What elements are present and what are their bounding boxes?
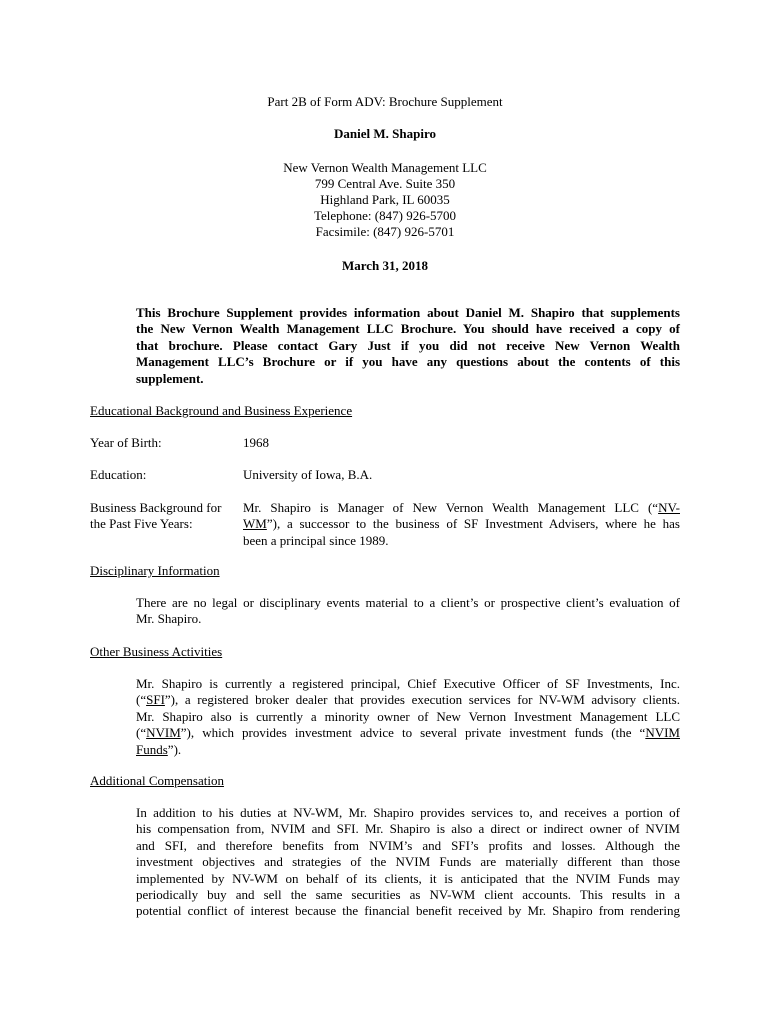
other-business-line [136,692,680,708]
business-label-line: Business Background for [90,500,222,515]
other-business-text: ”). [167,741,182,757]
compensation-line: In addition to his duties at NV-WM, Mr. Shapiro provides services to, and receives a portion of [136,805,680,820]
sfi-abbreviation: SFI [146,692,165,708]
business-label-line: the Past Five Years: [90,516,193,532]
telephone: Telephone: (847) 926-5700 [313,208,457,223]
document-date: March 31, 2018 [341,258,429,273]
form-title: Part 2B of Form ADV: Brochure Supplement [267,94,503,109]
address-line-2: Highland Park, IL 60035 [320,192,450,207]
disciplinary-paragraph [136,595,680,628]
business-line [243,516,680,532]
compensation-paragraph [136,805,680,920]
nvim-funds-abbreviation: Funds [136,741,168,757]
education-value: University of Iowa, B.A. [243,467,373,482]
business-background-label [90,500,240,533]
other-business-text: (“ [136,692,147,708]
business-line: been a principal since 1989. [243,532,389,548]
nvim-funds-abbreviation: NVIM [645,725,680,741]
address-line-1: 799 Central Ave. Suite 350 [314,176,456,191]
business-text: ”), a successor to the business of SF Investment Advisers, where he has [266,516,680,532]
compensation-line: investment objectives and strategies of the NVIM Funds are materially different than those [136,854,680,870]
intro-line: that brochure. Please contact Gary Just if you did not receive New Vernon Wealth [136,337,680,353]
other-business-line [136,725,680,741]
section-heading-other-business: Other Business Activities [90,644,223,659]
other-business-text: (“ [136,725,147,741]
business-line [243,500,680,516]
compensation-line: and SFI, and therefore benefits from NVIM’s and SFI’s profits and losses. Although the [136,837,680,853]
section-heading-compensation: Additional Compensation [90,773,224,788]
compensation-line: his compensation from, NVIM and SFI. Mr. Shapiro is also a direct or indirect owner of NVIM [136,821,680,837]
intro-line: the New Vernon Wealth Management LLC Brochure. You should have received a copy of [136,321,680,337]
year-of-birth-label: Year of Birth: [90,435,162,450]
intro-paragraph [136,305,680,387]
other-business-line: Mr. Shapiro is currently a registered principal, Chief Executive Officer of SF Investments, Inc. [136,676,680,691]
business-background-value [243,500,680,549]
education-label: Education: [90,467,147,482]
nvwm-abbreviation: NV- [658,500,680,515]
business-text: Mr. Shapiro is Manager of New Vernon Wealth Management LLC (“ [243,500,659,515]
intro-line: supplement. [136,370,204,386]
nvim-abbreviation: NVIM [146,725,181,741]
compensation-line: periodically buy and sell the same securities as NV-WM client accounts. This results in a [136,887,680,903]
section-heading-disciplinary: Disciplinary Information [90,563,220,578]
intro-line: This Brochure Supplement provides information about Daniel M. Shapiro that supplements [136,305,680,320]
compensation-line: implemented by NV-WM on behalf of its clients, it is anticipated that the NVIM Funds may [136,870,680,886]
year-of-birth-value: 1968 [243,435,269,450]
other-business-paragraph [136,676,680,758]
other-business-text: ”), which provides investment advice to several private investment funds (the “ [180,725,646,741]
nvwm-abbreviation: WM [243,516,267,532]
firm-name: New Vernon Wealth Management LLC [283,160,487,175]
disciplinary-line: There are no legal or disciplinary events material to a client’s or prospective client’s evaluation of [136,595,680,610]
other-business-line: Mr. Shapiro also is currently a minority owner of New Vernon Investment Management LLC [136,708,680,724]
compensation-line: potential conflict of interest because the financial benefit received by Mr. Shapiro from rendering [136,903,680,919]
person-name: Daniel M. Shapiro [334,126,436,141]
section-heading-education: Educational Background and Business Experience [90,403,353,418]
disciplinary-line: Mr. Shapiro. [136,611,202,627]
other-business-text: ”), a registered broker dealer that provides execution services for NV-WM advisory clients. [164,692,680,708]
facsimile: Facsimile: (847) 926-5701 [315,224,455,239]
intro-line: Management LLC’s Brochure or if you have any questions about the contents of this [136,354,680,370]
other-business-line [136,742,680,758]
